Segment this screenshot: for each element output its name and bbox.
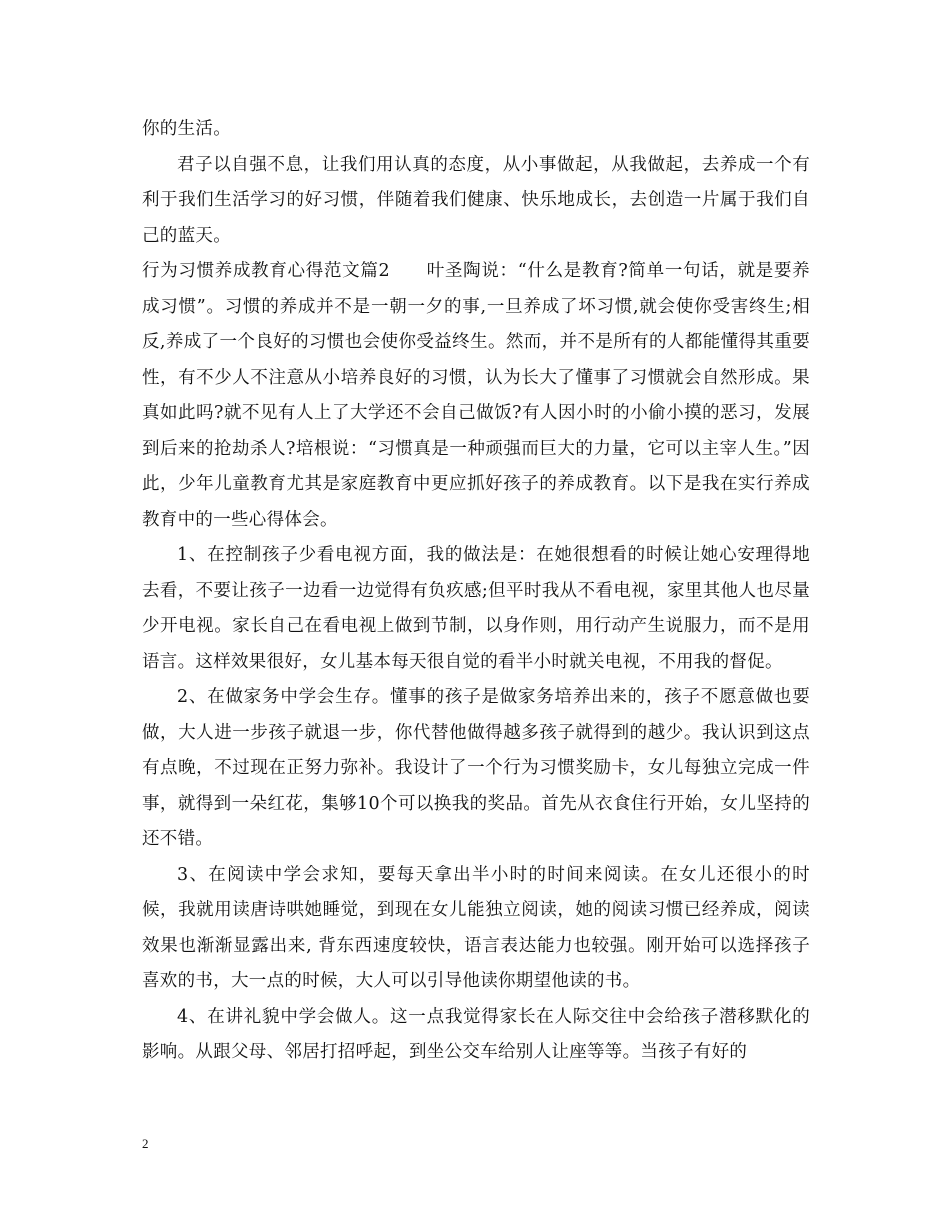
paragraph-7: 4、在讲礼貌中学会做人。这一点我觉得家长在人际交往中会给孩子潜移默化的影响。从跟父母、邻居打招呼起，到坐公交车给别人让座等等。当孩子有好的 xyxy=(142,1006,810,1062)
page-number: 2 xyxy=(142,1136,149,1151)
paragraph-1: 你的生活。 xyxy=(142,119,231,139)
document-body xyxy=(142,112,810,1071)
paragraph-5: 2、在做家务中学会生存。懂事的孩子是做家务培养出来的，孩子不愿意做也要做，大人进一步孩子就退一步，你代替他做得越多孩子就得到的越少。我认识到这点有点晚，不过现在正努力弥补。我设计了一个行为习惯奖励卡，女儿每独立完成一件事，就得到一朵红花，集够10个可以换我的奖品。首先从衣食住行开始，女儿坚持的还不错。 xyxy=(142,687,810,849)
paragraph-2: 君子以自强不息，让我们用认真的态度，从小事做起，从我做起，去养成一个有利于我们生活学习的好习惯，伴随着我们健康、快乐地成长，去创造一片属于我们自己的蓝天。 xyxy=(142,154,810,246)
paragraph-4: 1、在控制孩子少看电视方面，我的做法是：在她很想看的时候让她心安理得地去看，不要让孩子一边看一边觉得有负疚感;但平时我从不看电视，家里其他人也尽量少开电视。家长自己在看电视上做到节制，以身作则，用行动产生说服力，而不是用语言。这样效果很好，女儿基本每天很自觉的看半小时就关电视，不用我的督促。 xyxy=(142,545,810,672)
paragraph-6: 3、在阅读中学会求知，要每天拿出半小时的时间来阅读。在女儿还很小的时候，我就用读唐诗哄她睡觉，到现在女儿能独立阅读，她的阅读习惯已经养成，阅读效果也渐渐显露出来, 背东西速度较快，语言表达能力也较强。刚开始可以选择孩子喜欢的书，大一点的时候，大人可以引导他读你期望他读的书。 xyxy=(142,864,810,991)
paragraph-3: 行为习惯养成教育心得范文篇2 叶圣陶说：“什么是教育?简单一句话，就是要养成习惯”。习惯的养成并不是一朝一夕的事,一旦养成了坏习惯,就会使你受害终生;相反,养成了一个良好的习惯也会使你受益终生。然而，并不是所有的人都能懂得其重要性，有不少人不注意从小培养良好的习惯，认为长大了懂事了习惯就会自然形成。果真如此吗?就不见有人上了大学还不会自己做饭?有人因小时的小偷小摸的恶习，发展到后来的抢劫杀人?培根说：“习惯真是一种顽强而巨大的力量，它可以主宰人生。”因此，少年儿童教育尤其是家庭教育中更应抓好孩子的养成教育。以下是我在实行养成教育中的一些心得体会。 xyxy=(142,261,810,530)
